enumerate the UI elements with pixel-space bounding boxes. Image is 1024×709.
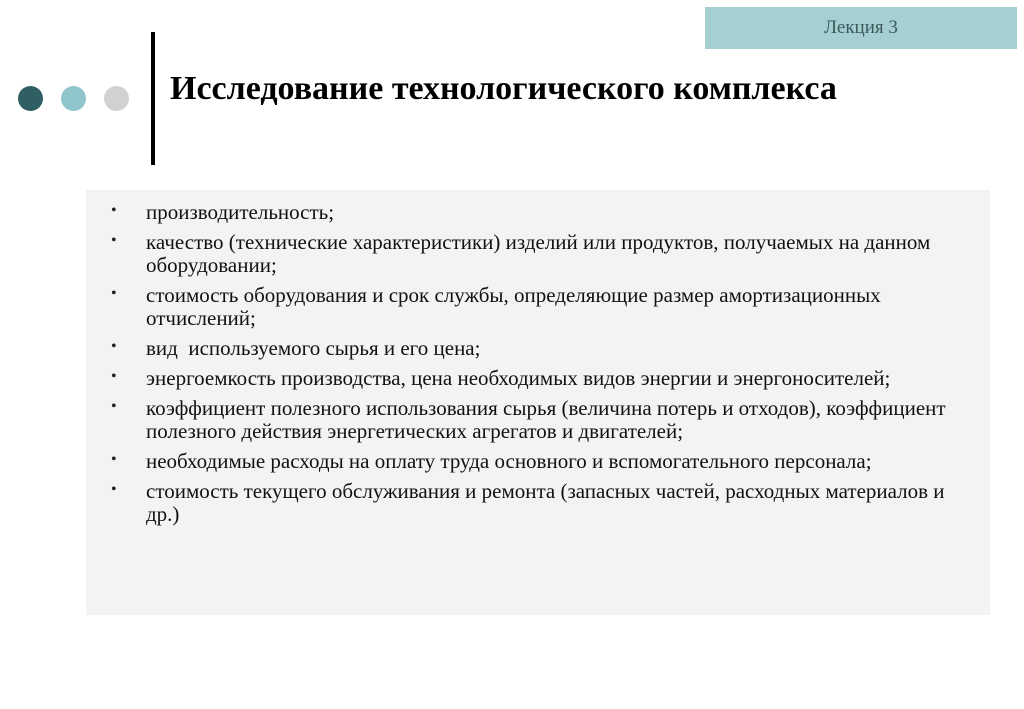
light-teal-dot-icon [61, 86, 86, 111]
gray-dot-icon [104, 86, 129, 111]
content-box [86, 190, 990, 615]
list-item-text: качество (технические характеристики) изделий или продуктов, получаемых на данном оборудовании; [146, 230, 931, 277]
bullet-list [86, 201, 990, 533]
list-item [86, 367, 990, 390]
list-item [86, 337, 990, 360]
slide-title: Исследование технологического комплекса [170, 70, 837, 107]
bullet-icon: • [111, 481, 117, 498]
list-item-text: стоимость текущего обслуживания и ремонта (запасных частей, расходных материалов и др.) [146, 479, 945, 526]
list-item-text: вид используемого сырья и его цена; [146, 336, 481, 360]
bullet-icon: • [111, 368, 117, 385]
list-item [86, 397, 990, 443]
list-item [86, 201, 990, 224]
bullet-icon: • [111, 285, 117, 302]
list-item-text: стоимость оборудования и срок службы, определяющие размер амортизационных отчислений; [146, 283, 881, 330]
list-item-text: необходимые расходы на оплату труда основного и вспомогательного персонала; [146, 449, 872, 473]
lecture-number-badge: Лекция 3 [705, 7, 1017, 49]
list-item-text: энергоемкость производства, цена необходимых видов энергии и энергоносителей; [146, 366, 891, 390]
list-item [86, 450, 990, 473]
bullet-icon: • [111, 338, 117, 355]
title-divider [151, 32, 155, 165]
bullet-icon: • [111, 202, 117, 219]
list-item [86, 284, 990, 330]
bullet-icon: • [111, 398, 117, 415]
bullet-icon: • [111, 451, 117, 468]
list-item-text: производительность; [146, 200, 335, 224]
list-item [86, 480, 990, 526]
list-item [86, 231, 990, 277]
list-item-text: коэффициент полезного использования сырья (величина потерь и отходов), коэффициент полезного действия энергетических агрегатов и двигателей; [146, 396, 946, 443]
bullet-icon: • [111, 232, 117, 249]
dark-teal-dot-icon [18, 86, 43, 111]
